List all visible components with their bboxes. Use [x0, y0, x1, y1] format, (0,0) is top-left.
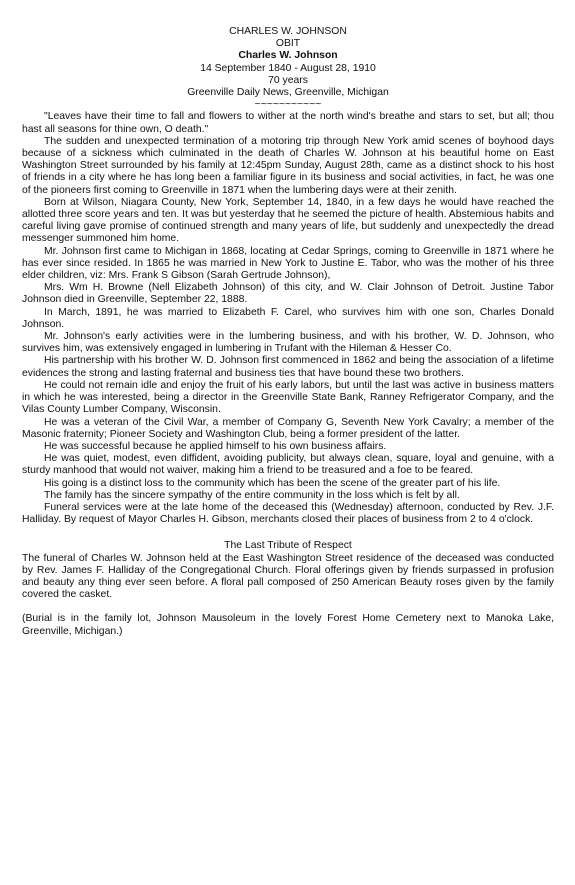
paragraph: "Leaves have their time to fall and flowers to wither at the north wind's breathe and stars to set, but all; thou hast all seasons for thine own, O death.": [22, 111, 554, 135]
header-title: CHARLES W. JOHNSON: [229, 26, 347, 37]
paragraph: His going is a distinct loss to the community which has been the scene of the greater part of his life.: [44, 477, 501, 489]
life-dates: 14 September 1840 - August 28, 1910: [200, 62, 376, 74]
newspaper-source: Greenville Daily News, Greenville, Michigan: [187, 87, 389, 99]
tribute-section: [22, 540, 554, 637]
paragraph: He was quiet, modest, even diffident, avoiding publicity, but always clean, square, loyal and genuine, with a sturdy manhood that would not waiver, making him a friend to be treasured and a foe to be feared.: [22, 453, 554, 477]
paragraph: Born at Wilson, Niagara County, New York, September 14, 1840, in a few days he would have reached the allotted three score years and ten. It was but yesterday that he seemed the picture of health. Abstemious habits and careful living gave promise of continued strength and many years of life, but suddenly and unexpectedly the dread messenger summoned him home.: [22, 196, 554, 245]
tribute-title: The Last Tribute of Respect: [224, 540, 352, 552]
header-subtitle: OBIT: [275, 38, 301, 50]
paragraph: His partnership with his brother W. D. Johnson first commenced in 1862 and being the association of a lifetime evidences the strong and lasting fraternal and business ties that have bound these two brothers.: [22, 355, 554, 379]
paragraph: Mr. Johnson's early activities were in the lumbering business, and with his brother, W. D. Johnson, who survives him, was extensively engaged in lumbering in Trufant with the Hileman & Hesser Co.: [22, 331, 554, 355]
obituary-body: [22, 111, 554, 526]
paragraph: Mr. Johnson first came to Michigan in 1868, locating at Cedar Springs, coming to Greenville in 1871 where he has ever since resided. In 1865 he was married in New York to Justine E. Tabor, who was the mother of his three elder children, viz: Mrs. Frank S Gibson (Sarah Gertrude Johnson),: [22, 245, 554, 282]
burial-note: (Burial is in the family lot, Johnson Mausoleum in the lovely Forest Home Cemetery next to Manoka Lake, Greenville, Michigan.): [22, 613, 554, 637]
tribute-text: The funeral of Charles W. Johnson held at the East Washington Street residence of the deceased was conducted by Rev. James F. Halliday of the Congregational Church. Floral offerings given by friends surpassed in profusion and beauty any thing ever seen before. A floral pall composed of 250 American Beauty roses given by the family covered the casket.: [22, 552, 554, 601]
paragraph: Mrs. Wm H. Browne (Nell Elizabeth Johnson) of this city, and W. Clair Johnson of Detroit. Justine Tabor Johnson died in Greenville, September 22, 1888.: [22, 282, 554, 306]
header-divider: ~~~~~~~~~~~: [254, 99, 322, 111]
paragraph: He was a veteran of the Civil War, a member of Company G, Seventh New York Cavalry; a member of the Masonic fraternity; Pioneer Society and Washington Club, being a former president of the latter.: [22, 416, 554, 440]
paragraph: The sudden and unexpected termination of a motoring trip through New York amid scenes of boyhood days because of a sickness which culminated in the death of Charles W. Johnson at his beautiful home on East Washington Street surrounded by his family at 12:45pm Sunday, August 28th, came as a distinct shock to his host of friends in a city where he has long been a familiar figure in its business and social activities, in fact, he was one of the pioneers first coming to Greenville in 1871 when the lumbering days were at their zenith.: [22, 135, 554, 196]
deceased-name: Charles W. Johnson: [238, 50, 338, 62]
paragraph: Funeral services were at the late home of the deceased this (Wednesday) afternoon, conducted by Rev. J.F. Halliday. By request of Mayor Charles H. Gibson, merchants closed their places of business from 2 to 4 o'clock.: [22, 501, 554, 526]
paragraph: In March, 1891, he was married to Elizabeth F. Carel, who survives him with one son, Charles Donald Johnson.: [22, 306, 554, 330]
obituary-header: [22, 26, 554, 111]
paragraph: He could not remain idle and enjoy the fruit of his early labors, but until the last was active in business matters in which he was interested, being a director in the Greenville State Bank, Ranney Refrigerator Company, and the Vilas County Lumber Company, Wisconsin.: [22, 379, 554, 416]
paragraph: He was successful because he applied himself to his own business affairs.: [44, 440, 387, 452]
paragraph: The family has the sincere sympathy of the entire community in the loss which is felt by all.: [44, 489, 460, 501]
age: 70 years: [268, 74, 308, 86]
